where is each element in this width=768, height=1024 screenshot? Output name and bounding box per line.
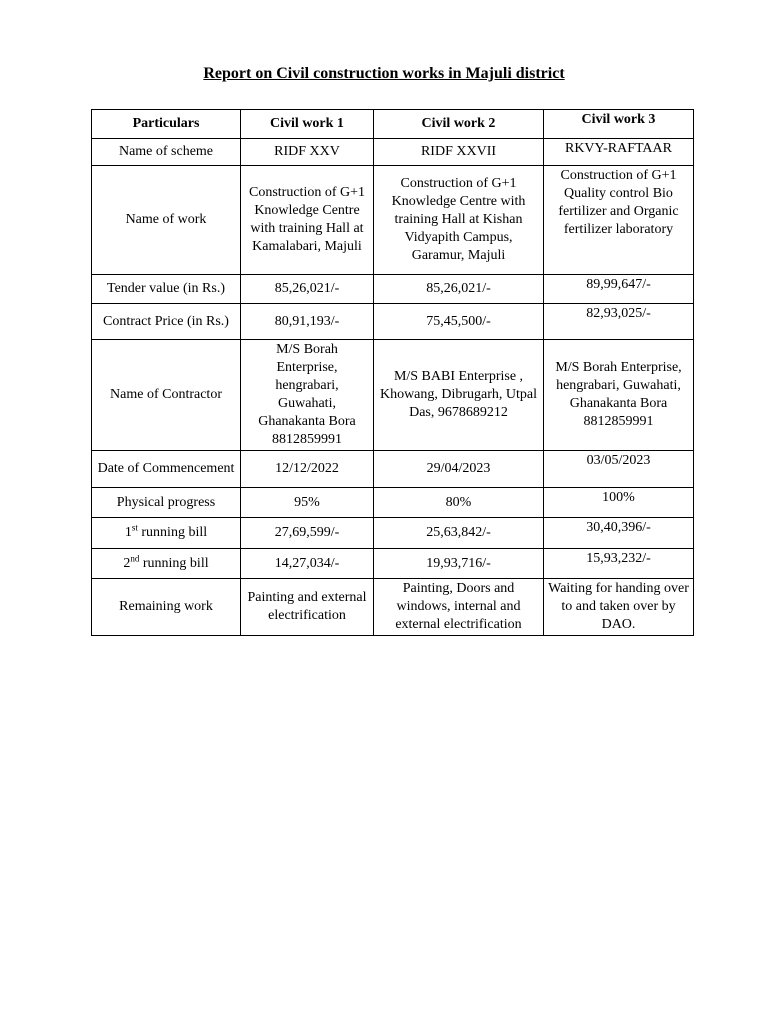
header-particulars: Particulars (92, 110, 241, 139)
table-row (92, 304, 694, 340)
table-cell: 30,40,396/- (544, 518, 694, 549)
table-cell: Painting and external electrification (241, 579, 374, 636)
table-row (92, 275, 694, 304)
ordinal-number: 1 (124, 525, 132, 540)
table-cell: 27,69,599/- (241, 518, 374, 549)
ordinal-number: 2 (123, 555, 131, 571)
table-cell: 19,93,716/- (374, 549, 544, 579)
table-cell: RKVY-RAFTAAR (544, 139, 694, 166)
table-cell: RIDF XXVII (374, 139, 544, 166)
row-label-remaining-work: Remaining work (92, 579, 241, 636)
table-cell: Construction of G+1 Quality control Bio fertilizer and Organic fertilizer laboratory (544, 166, 694, 275)
table-cell: RIDF XXV (241, 139, 374, 166)
table-row (92, 518, 694, 549)
table-cell: M/S Borah Enterprise, hengrabari, Guwahati, Ghanakanta Bora 8812859991 (544, 340, 694, 451)
table-cell: 15,93,232/- (544, 549, 694, 579)
table-cell: M/S BABI Enterprise , Khowang, Dibrugarh, Utpal Das, 9678689212 (374, 340, 544, 451)
table-row (92, 488, 694, 518)
row-label-contract-price: Contract Price (in Rs.) (92, 304, 241, 340)
table-cell: 100% (544, 488, 694, 518)
header-civil-work-2: Civil work 2 (374, 110, 544, 139)
table-cell: 85,26,021/- (374, 275, 544, 304)
row-label-name-of-scheme: Name of scheme (92, 139, 241, 166)
row-label-date-of-commencement: Date of Commencement (92, 451, 241, 488)
table-cell: 25,63,842/- (374, 518, 544, 549)
header-civil-work-1: Civil work 1 (241, 110, 374, 139)
table-row (92, 451, 694, 488)
table-cell: 12/12/2022 (241, 451, 374, 488)
ordinal-suffix: st (131, 522, 138, 533)
table-cell: Construction of G+1 Knowledge Centre with training Hall at Kishan Vidyapith Campus, Garamur, Majuli (374, 166, 544, 275)
row-label-text: running bill (137, 525, 208, 540)
row-label-tender-value: Tender value (in Rs.) (92, 275, 241, 304)
table-cell: 89,99,647/- (544, 275, 694, 304)
table-cell: Construction of G+1 Knowledge Centre with training Hall at Kamalabari, Majuli (241, 166, 374, 275)
table-cell: Painting, Doors and windows, internal and external electrification (374, 579, 544, 636)
report-title: Report on Civil construction works in Majuli district (203, 65, 565, 82)
header-civil-work-3: Civil work 3 (544, 110, 694, 139)
civil-works-table (91, 109, 694, 636)
table-cell: 80% (374, 488, 544, 518)
row-label-name-of-work: Name of work (92, 166, 241, 275)
row-label-text: running bill (139, 555, 209, 571)
table-cell: 29/04/2023 (374, 451, 544, 488)
table-row (92, 340, 694, 451)
row-label-physical-progress: Physical progress (92, 488, 241, 518)
table-cell: 14,27,034/- (241, 549, 374, 579)
row-label-name-of-contractor: Name of Contractor (92, 340, 241, 451)
table-cell: 80,91,193/- (241, 304, 374, 340)
table-row (92, 166, 694, 275)
table-row (92, 139, 694, 166)
table-cell: 03/05/2023 (544, 451, 694, 488)
table-cell: 75,45,500/- (374, 304, 544, 340)
row-label-2nd-running-bill (92, 549, 241, 579)
table-header-row (92, 110, 694, 139)
table-cell: 85,26,021/- (241, 275, 374, 304)
table-row (92, 579, 694, 636)
table-cell: 95% (241, 488, 374, 518)
ordinal-suffix: nd (130, 552, 140, 563)
table-cell: M/S Borah Enterprise, hengrabari, Guwahati, Ghanakanta Bora 8812859991 (241, 340, 374, 451)
row-label-1st-running-bill (92, 518, 241, 549)
table-row (92, 549, 694, 579)
table-cell: Waiting for handing over to and taken over by DAO. (544, 579, 694, 636)
table-cell: 82,93,025/- (544, 304, 694, 340)
